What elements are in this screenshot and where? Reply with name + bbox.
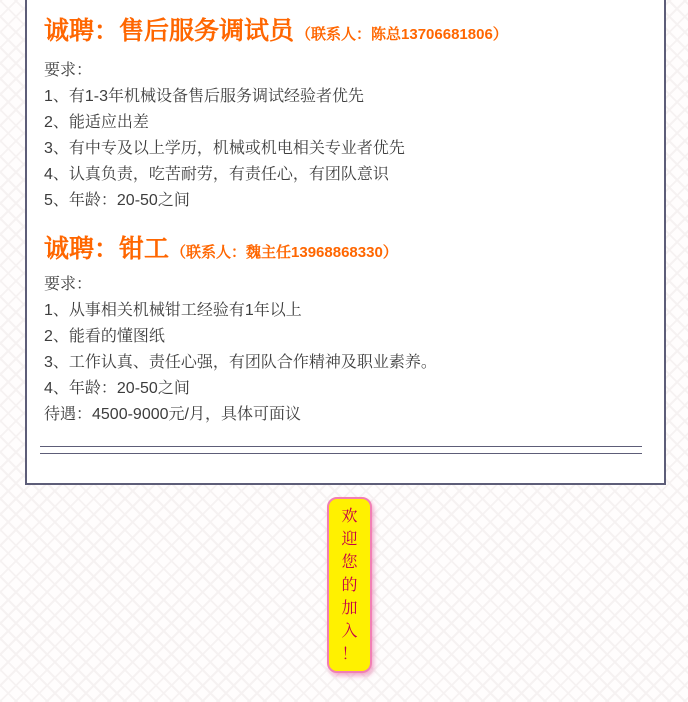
- requirements-list: [44, 298, 648, 402]
- welcome-badge-char: 您: [341, 554, 358, 571]
- requirement-item: 1、从事相关机械钳工经验有1年以上: [44, 302, 302, 319]
- requirements-label: 要求：: [44, 276, 93, 293]
- welcome-badge-char: 的: [341, 577, 358, 594]
- salary-line: 待遇：4500-9000元/月，具体可面议: [44, 406, 301, 423]
- job-section-aftersales: [44, 16, 648, 214]
- requirement-item: 4、年龄：20-50之间: [44, 380, 190, 397]
- section-divider: [40, 446, 642, 454]
- welcome-badge-char: 入: [341, 623, 358, 640]
- requirement-item: 2、能适应出差: [44, 114, 149, 131]
- job-contact-info: （联系人：魏主任13968868330）: [171, 244, 398, 261]
- requirement-item: 1、有1-3年机械设备售后服务调试经验者优先: [44, 88, 365, 105]
- welcome-badge-char: 欢: [341, 508, 358, 525]
- job-contact-info: （联系人：陈总13706681806）: [296, 26, 508, 43]
- job-title-fitter: [44, 234, 648, 268]
- job-title-text: 诚聘：钳工: [44, 235, 170, 263]
- job-section-fitter: [44, 234, 648, 428]
- requirement-item: 5、年龄：20-50之间: [44, 192, 190, 209]
- job-posting-panel: [25, 0, 666, 485]
- requirements-list: [44, 84, 648, 214]
- requirement-item: 4、认真负责，吃苦耐劳，有责任心，有团队意识: [44, 166, 389, 183]
- requirements-label: 要求：: [44, 62, 93, 79]
- welcome-badge: [327, 497, 372, 673]
- requirement-item: 3、有中专及以上学历，机械或机电相关专业者优先: [44, 140, 405, 157]
- job-title-aftersales: [44, 16, 648, 50]
- job-title-text: 诚聘：售后服务调试员: [44, 17, 295, 45]
- welcome-badge-char: ！: [341, 646, 358, 663]
- requirement-item: 3、工作认真、责任心强，有团队合作精神及职业素养。: [44, 354, 437, 371]
- welcome-badge-char: 迎: [341, 531, 358, 548]
- welcome-badge-char: 加: [341, 600, 358, 617]
- requirement-item: 2、能看的懂图纸: [44, 328, 165, 345]
